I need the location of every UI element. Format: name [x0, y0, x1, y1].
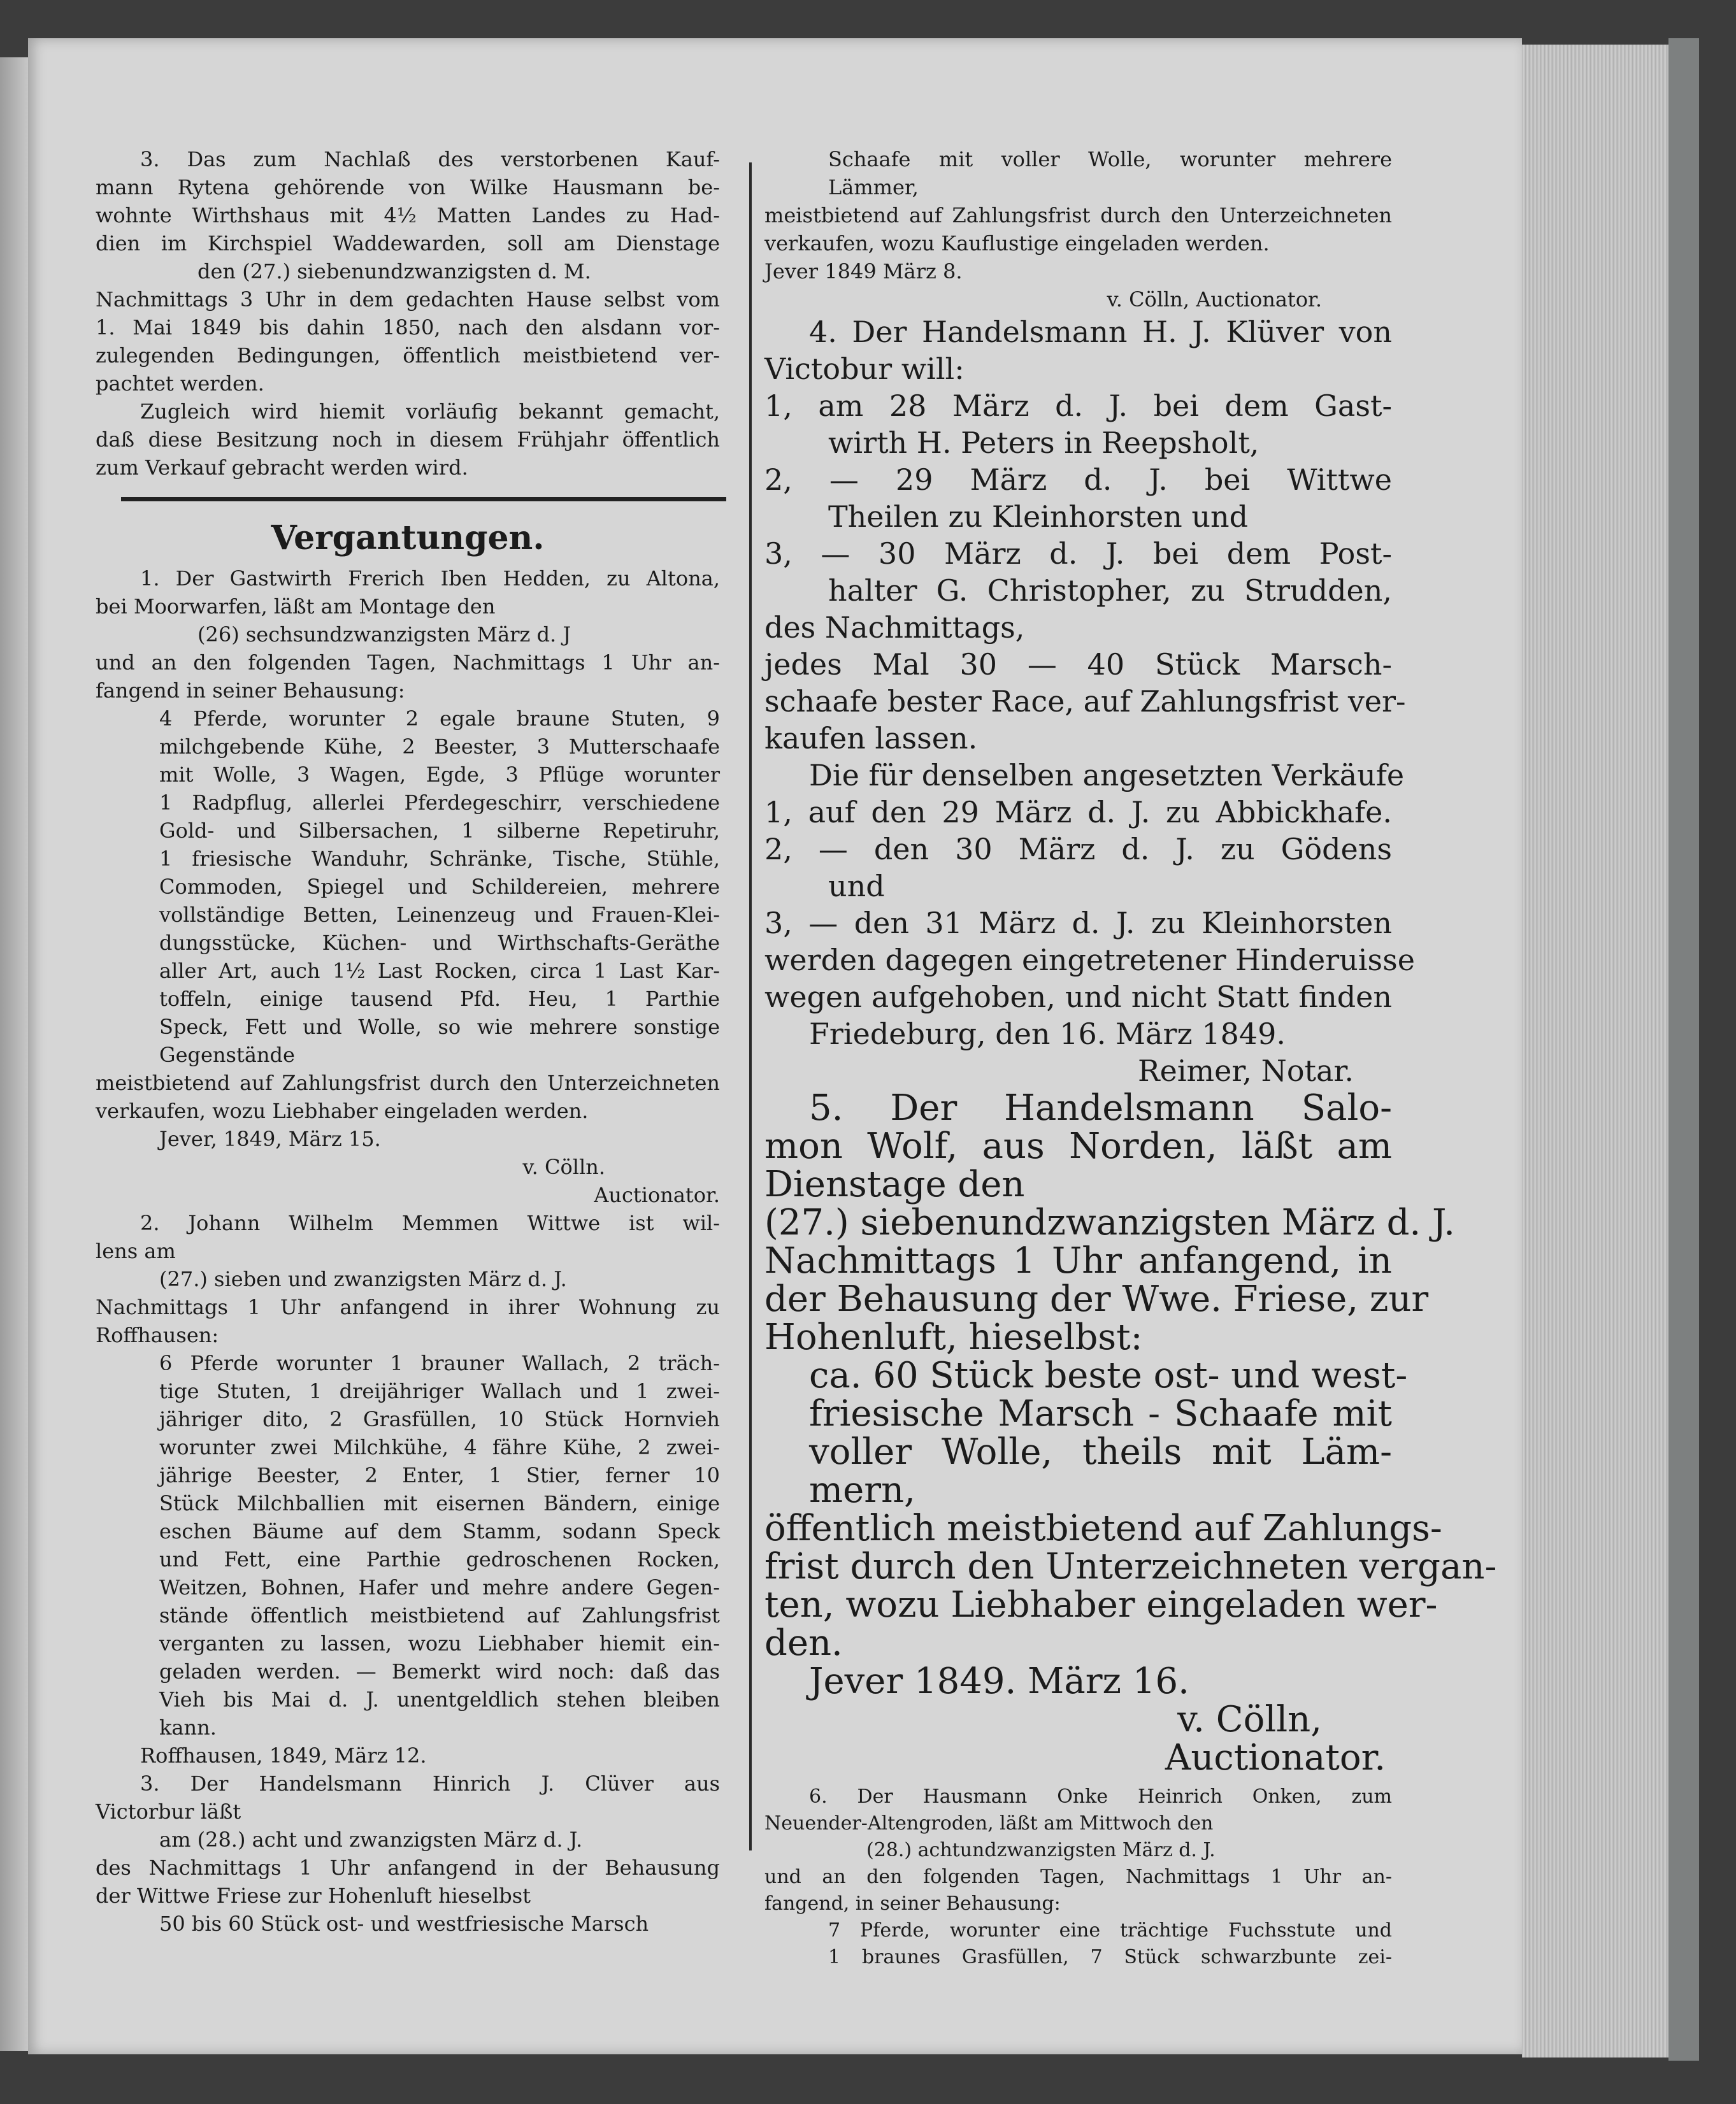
text-line: zulegenden Bedingungen, öffentlich meistbietend ver- — [96, 343, 720, 368]
text-line: dungsstücke, Küchen- und Wirthschafts-Geräthe — [159, 931, 720, 955]
text-line: der Wittwe Friese zur Hohenluft hieselbst — [96, 1884, 531, 1908]
text-line: 3, — den 31 März d. J. zu Kleinhorsten — [764, 906, 1392, 940]
text-line: den. — [764, 1622, 843, 1664]
text-line: 2. Johann Wilhelm Memmen Wittwe ist wil- — [140, 1211, 720, 1235]
text-line: Nachmittags 3 Uhr in dem gedachten Hause selbst vom — [96, 287, 720, 311]
notice-v3 — [96, 1770, 720, 1938]
facing-page-edge — [0, 57, 28, 2051]
right-column — [764, 145, 1497, 1971]
signature-line: v. Cölln, — [1177, 1699, 1322, 1740]
text-line: tige Stuten, 1 dreijähriger Wallach und 1 zwei- — [159, 1379, 720, 1403]
text-line: und — [828, 869, 885, 903]
text-line: worunter zwei Milchkühe, 4 fähre Kühe, 2 zwei- — [159, 1435, 720, 1459]
text-line: 1, auf den 29 März d. J. zu Abbickhafe. — [764, 795, 1392, 829]
text-line: voller Wolle, theils mit Läm- — [809, 1431, 1392, 1473]
text-line: und Fett, eine Parthie gedroschenen Rocken, — [159, 1547, 720, 1571]
text-line: zum Verkauf gebracht werden wird. — [96, 455, 468, 480]
text-line: pachtet werden. — [96, 371, 264, 396]
text-line: Dienstage den — [764, 1164, 1025, 1205]
text-line: Zugleich wird hiemit vorläufig bekannt gemacht, — [140, 399, 720, 424]
text-line: daß diese Besitzung noch in diesem Frühjahr öffentlich — [96, 427, 720, 452]
text-line: Friedeburg, den 16. März 1849. — [809, 1017, 1286, 1051]
text-line: 6. Der Hausmann Onke Heinrich Onken, zum — [809, 1786, 1392, 1808]
text-line: verkaufen, wozu Kauflustige eingeladen werden. — [764, 231, 1270, 255]
text-line: und an den folgenden Tagen, Nachmittags 1 Uhr an- — [96, 650, 720, 675]
text-line: Nachmittags 1 Uhr anfangend, in — [764, 1240, 1392, 1282]
text-line: Weitzen, Bohnen, Hafer und mehre andere Gegen- — [159, 1575, 720, 1599]
text-line: stände öffentlich meistbietend auf Zahlungsfrist — [159, 1603, 720, 1628]
text-line: wohnte Wirthshaus mit 4½ Matten Landes zu Had- — [96, 203, 720, 227]
text-line: jedes Mal 30 — 40 Stück Marsch- — [764, 647, 1392, 682]
text-line: jährige Beester, 2 Enter, 1 Stier, ferner 10 — [159, 1463, 720, 1487]
text-line: fangend, in seiner Behausung: — [764, 1893, 1061, 1915]
text-line: werden dagegen eingetretener Hinderuisse — [764, 943, 1415, 977]
notice-v6 — [764, 1784, 1392, 1971]
text-line: Gegenstände — [159, 1043, 295, 1067]
text-line: vollständige Betten, Leinenzeug und Frauen-Klei- — [159, 903, 720, 927]
text-line: toffeln, einige tausend Pfd. Heu, 1 Parthie — [159, 987, 720, 1011]
text-line: Speck, Fett und Wolle, so wie mehrere sonstige — [159, 1015, 720, 1039]
column-divider — [749, 162, 752, 1850]
text-line: Nachmittags 1 Uhr anfangend in ihrer Wohnung zu — [96, 1295, 720, 1319]
text-line: Jever 1849 März 8. — [764, 259, 963, 283]
signature-title: Auctionator. — [1165, 1737, 1386, 1778]
text-line: jähriger dito, 2 Grasfüllen, 10 Stück Hornvieh — [159, 1407, 720, 1431]
left-column — [96, 145, 720, 1938]
text-line: Neuender-Altengroden, läßt am Mittwoch den — [764, 1812, 1214, 1835]
text-line: Stück Milchballien mit eisernen Bändern, einige — [159, 1491, 720, 1515]
text-line: dien im Kirchspiel Waddewarden, soll am Dienstage — [96, 231, 720, 255]
text-line: mann Rytena gehörende von Wilke Hausmann be- — [96, 175, 720, 199]
text-line: 2, — den 30 März d. J. zu Gödens — [764, 832, 1392, 866]
text-line: 1. Mai 1849 bis dahin 1850, nach den alsdann vor- — [96, 315, 720, 340]
text-line: 1. Der Gastwirth Frerich Iben Hedden, zu Altona, — [140, 566, 720, 590]
text-line: verkaufen, wozu Liebhaber eingeladen werden. — [96, 1099, 589, 1123]
text-line: 3, — 30 März d. J. bei dem Post- — [764, 536, 1392, 571]
signature-line: v. Cölln. — [522, 1155, 605, 1179]
book-cover-edge — [1668, 38, 1699, 2061]
text-line: öffentlich meistbietend auf Zahlungs- — [764, 1508, 1442, 1549]
text-line: 1 braunes Grasfüllen, 7 Stück schwarzbunte zei- — [828, 1946, 1392, 1968]
text-line: milchgebende Kühe, 2 Beester, 3 Mutterschaafe — [159, 734, 720, 759]
text-line: 1 Radpflug, allerlei Pferdegeschirr, verschiedene — [159, 791, 720, 815]
text-line: friesische Marsch - Schaafe mit — [809, 1393, 1392, 1435]
text-line: halter G. Christopher, zu Strudden, — [828, 573, 1392, 608]
notice-v2 — [96, 1209, 720, 1770]
text-line: Jever, 1849, März 15. — [159, 1127, 381, 1151]
text-line: Victorbur läßt — [96, 1800, 241, 1824]
signature-line: v. Cölln, Auctionator. — [1107, 287, 1322, 311]
text-line: schaafe bester Race, auf Zahlungsfrist ver- — [764, 684, 1406, 719]
page-stack-edge — [1522, 45, 1668, 2057]
text-line: geladen werden. — Bemerkt wird noch: daß das — [159, 1659, 720, 1684]
text-line: verganten zu lassen, wozu Liebhaber hiemit ein- — [159, 1631, 720, 1656]
text-line: wegen aufgehoben, und nicht Statt finden — [764, 980, 1392, 1014]
text-line: 4. Der Handelsmann H. J. Klüver von — [809, 315, 1392, 349]
text-line: Jever 1849. März 16. — [809, 1661, 1189, 1702]
text-line: 50 bis 60 Stück ost- und westfriesische Marsch — [159, 1912, 649, 1936]
text-line: und an den folgenden Tagen, Nachmittags 1 Uhr an- — [764, 1866, 1392, 1888]
text-line: am (28.) acht und zwanzigsten März d. J. — [159, 1828, 583, 1852]
text-line: Commoden, Spiegel und Schildereien, mehrere — [159, 875, 720, 899]
text-line: des Nachmittags 1 Uhr anfangend in der Behausung — [96, 1856, 720, 1880]
text-line: der Behausung der Wwe. Friese, zur — [764, 1278, 1429, 1320]
text-line: Vieh bis Mai d. J. unentgeldlich stehen bleiben — [159, 1687, 720, 1712]
text-line: frist durch den Unterzeichneten vergan- — [764, 1546, 1497, 1587]
text-line: ca. 60 Stück beste ost- und west- — [809, 1355, 1408, 1396]
notice-3 — [96, 145, 720, 482]
text-line: 6 Pferde worunter 1 brauner Wallach, 2 träch- — [159, 1351, 720, 1375]
text-line: fangend in seiner Behausung: — [96, 678, 405, 703]
text-line: 7 Pferde, worunter eine trächtige Fuchsstute und — [828, 1919, 1392, 1942]
text-line: ten, wozu Liebhaber eingeladen wer- — [764, 1584, 1438, 1626]
text-line: Victobur will: — [764, 352, 965, 386]
text-line: 3. Der Handelsmann Hinrich J. Clüver aus — [140, 1771, 720, 1796]
text-line: meistbietend auf Zahlungsfrist durch den Unterzeichneten — [764, 203, 1392, 227]
text-line: 1, am 28 März d. J. bei dem Gast- — [764, 389, 1392, 423]
text-line: 4 Pferde, worunter 2 egale braune Stuten, 9 — [159, 706, 720, 731]
text-line: 3. Das zum Nachlaß des verstorbenen Kauf- — [140, 147, 720, 171]
text-line: (26) sechsundzwanzigsten März d. J — [197, 622, 571, 647]
text-line: wirth H. Peters in Reepsholt, — [828, 426, 1259, 460]
text-line: bei Moorwarfen, läßt am Montage den — [96, 594, 496, 619]
text-line: lens am — [96, 1239, 176, 1263]
text-line: Schaafe mit voller Wolle, worunter mehrere — [828, 147, 1392, 171]
text-line: kaufen lassen. — [764, 721, 978, 755]
text-line: Die für denselben angesetzten Verkäufe — [809, 758, 1405, 792]
text-line: (27.) sieben und zwanzigsten März d. J. — [159, 1267, 567, 1291]
text-line: 2, — 29 März d. J. bei Wittwe — [764, 462, 1392, 497]
text-line: den (27.) siebenundzwanzigsten d. M. — [197, 259, 591, 283]
text-line: Theilen zu Kleinhorsten und — [828, 499, 1249, 534]
text-line: eschen Bäume auf dem Stamm, sodann Speck — [159, 1519, 720, 1543]
text-line: 1 friesische Wanduhr, Schränke, Tische, Stühle, — [159, 847, 720, 871]
text-line: meistbietend auf Zahlungsfrist durch den Unterzeichneten — [96, 1071, 720, 1095]
text-line: Roffhausen: — [96, 1323, 219, 1347]
notice-v3-continued — [764, 145, 1392, 313]
text-line: aller Art, auch 1½ Last Rocken, circa 1 Last Kar- — [159, 959, 720, 983]
section-heading: Vergantungen. — [271, 519, 545, 557]
text-line: mit Wolle, 3 Wagen, Egde, 3 Pflüge worunter — [159, 762, 720, 787]
text-line: (28.) achtundzwanzigsten März d. J. — [866, 1839, 1216, 1861]
text-line: kann. — [159, 1715, 217, 1740]
notice-v1 — [96, 564, 720, 1209]
text-line: mon Wolf, aus Norden, läßt am — [764, 1126, 1392, 1167]
notice-v5 — [764, 1087, 1497, 1778]
text-line: Hohenluft, hieselbst: — [764, 1317, 1143, 1358]
text-line: Gold- und Silbersachen, 1 silberne Repetiruhr, — [159, 819, 720, 843]
notice-v4 — [764, 313, 1415, 1089]
signature-title: Auctionator. — [594, 1183, 720, 1207]
text-line: 5. Der Handelsmann Salo- — [809, 1087, 1392, 1129]
text-line: mern, — [809, 1470, 915, 1511]
text-line: Lämmer, — [828, 175, 919, 199]
text-line: Roffhausen, 1849, März 12. — [140, 1743, 427, 1768]
signature-line: Reimer, Notar. — [1137, 1054, 1354, 1088]
text-line: (27.) siebenundzwanzigsten März d. J. — [764, 1202, 1455, 1243]
text-line: des Nachmittags, — [764, 610, 1025, 645]
